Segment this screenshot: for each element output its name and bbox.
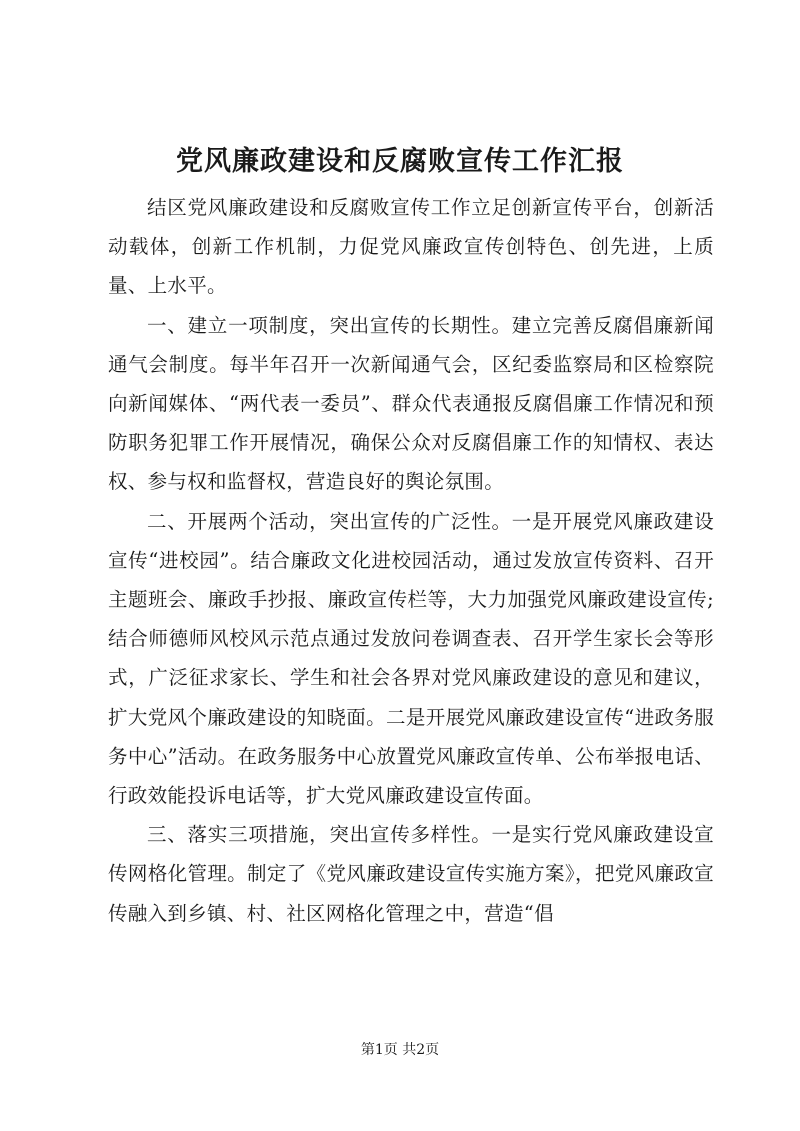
paragraph-section-two: 二、开展两个活动，突出宣传的广泛性。一是开展党风廉政建设宣传“进校园”。结合廉政文化进校园活动，通过发放宣传资料、召开主题班会、廉政手抄报、廉政宣传栏等，大力加强党风廉政建设宣传;结合师德师风校风示范点通过发放问卷调查表、召开学生家长会等形式，广泛征求家长、学生和社会各界对党风廉政建设的意见和建议，扩大党风个廉政建设的知晓面。二是开展党风廉政建设宣传“进政务服务中心”活动。在政务服务中心放置党风廉政宣传单、公布举报电话、行政效能投诉电话等，扩大党风廉政建设宣传面。 [108,509,714,808]
document-body [108,188,714,933]
paragraph-intro: 结区党风廉政建设和反腐败宣传工作立足创新宣传平台，创新活动载体，创新工作机制，力促党风廉政宣传创特色、创先进，上质量、上水平。 [108,196,714,298]
document-title: 党风廉政建设和反腐败宣传工作汇报 [176,146,624,177]
paragraph-section-one: 一、建立一项制度，突出宣传的长期性。建立完善反腐倡廉新闻通气会制度。每半年召开一次新闻通气会，区纪委监察局和区检察院向新闻媒体、“两代表一委员”、群众代表通报反腐倡廉工作情况和预防职务犯罪工作开展情况，确保公众对反腐倡廉工作的知情权、表达权、参与权和监督权，营造良好的舆论氛围。 [108,313,714,494]
page-number-footer: 第1页 共2页 [360,1042,440,1058]
paragraph-section-three: 三、落实三项措施，突出宣传多样性。一是实行党风廉政建设宣传网格化管理。制定了《党风廉政建设宣传实施方案》，把党风廉政宣传融入到乡镇、村、社区网格化管理之中，营造“倡 [108,823,714,925]
